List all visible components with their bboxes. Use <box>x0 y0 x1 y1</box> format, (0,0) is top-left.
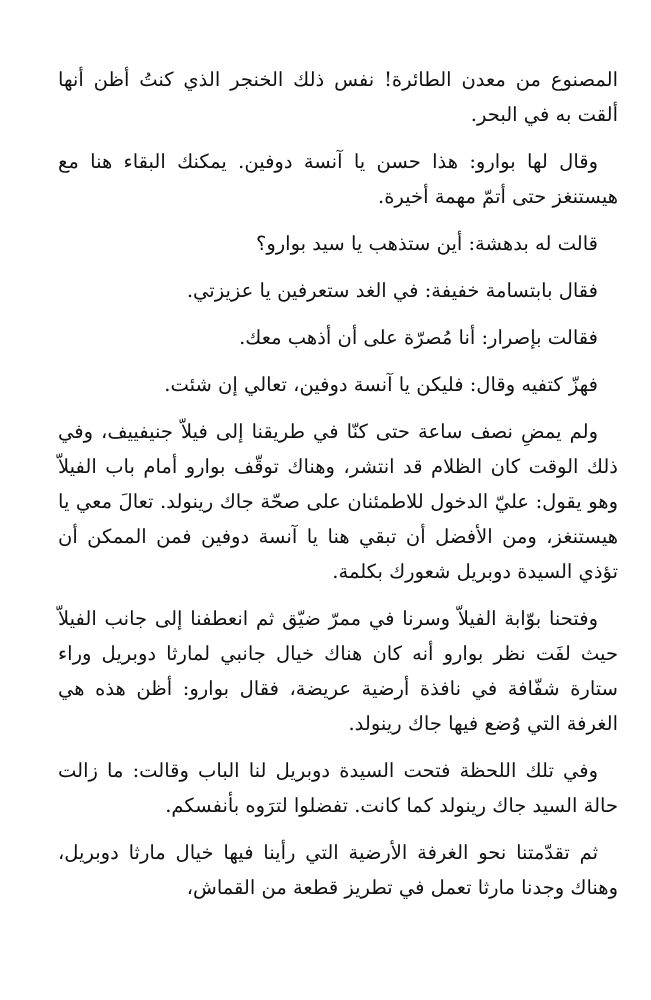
paragraph-4: فقال بابتسامة خفيفة: في الغد ستعرفين يا عزيزتي. <box>186 279 598 302</box>
paragraph-10: ثم تقدّمتنا نحو الغرفة الأرضية التي رأينا فيها خيال مارثا دوبريل، وهناك وجدنا مارثا تعمل في تطريز قطعة من القماش، <box>58 841 618 899</box>
paragraph-3: قالت له بدهشة: أين ستذهب يا سيد بوارو؟ <box>255 232 598 255</box>
paragraph-9: وفي تلك اللحظة فتحت السيدة دوبريل لنا الباب وقالت: ما زالت حالة السيد جاك رينولد كما كانت. تفضلوا لترَوه بأنفسكم. <box>58 759 618 817</box>
paragraph-7: ولم يمضِ نصف ساعة حتى كنّا في طريقنا إلى فيلاّ جنيفييف، وفي ذلك الوقت كان الظلام قد انتشر، وهناك توقّف بوارو أمام باب الفيلاّ وهو يقول: عليّ الدخول للاطمئنان على صحّة جاك رينولد. تعالَ معي يا هيستنغز، ومن الأفضل أن تبقي هنا يا آنسة دوفين فمن الممكن أن تؤذي السيدة دوبريل شعورك بكلمة. <box>58 420 618 583</box>
paragraph-6: فهزّ كتفيه وقال: فليكن يا آنسة دوفين، تعالي إن شئت. <box>164 373 598 396</box>
paragraph-1: المصنوع من معدن الطائرة! نفس ذلك الخنجر الذي كنتُ أظن أنها ألقت به في البحر. <box>58 68 618 126</box>
paragraph-8: وفتحنا بوّابة الفيلاّ وسرنا في ممرّ ضيّق ثم انعطفنا إلى جانب الفيلاّ حيث لفَت نظر بوارو أنه كان هناك خيال جانبي لمارثا دوبريل وراء ستارة شفّافة في نافذة أرضية عريضة، فقال بوارو: أظن هذه هي الغرفة التي وُضع فيها جاك رينولد. <box>58 607 618 735</box>
paragraph-2: وقال لها بوارو: هذا حسن يا آنسة دوفين. يمكنك البقاء هنا مع هيستنغز حتى أتمّ مهمة أخيرة. <box>58 150 618 208</box>
paragraph-5: فقالت بإصرار: أنا مُصرّة على أن أذهب معك. <box>239 326 598 349</box>
book-page <box>58 62 618 905</box>
